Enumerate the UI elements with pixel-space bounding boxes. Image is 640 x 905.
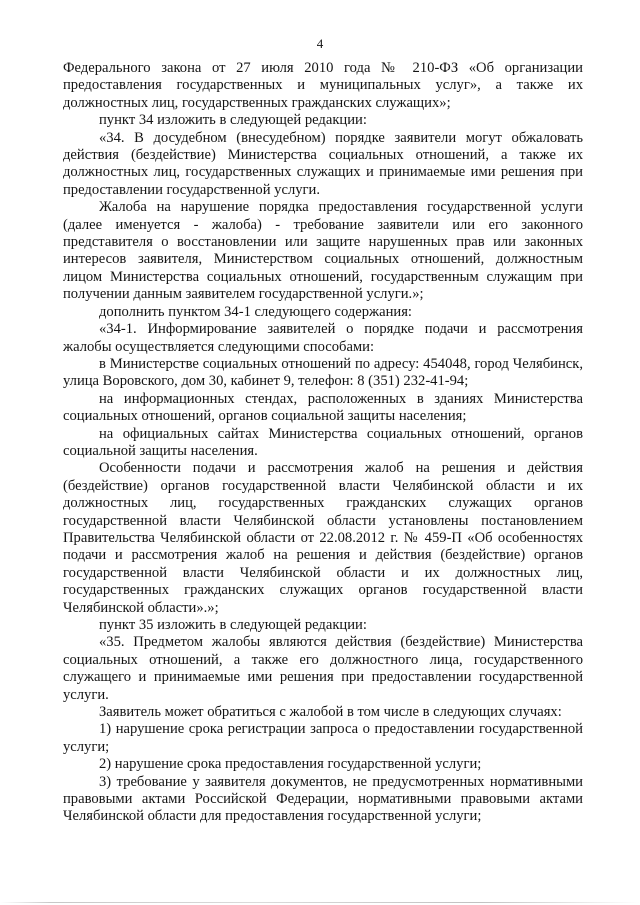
list-item-case-3: 3) требование у заявителя документов, не предусмотренных нормативными правовыми актами Российской Федерации, нормативными правовыми актами Челябинской области для предоставления государственной услуги; [63,773,583,825]
paragraph-complaint-definition: Жалоба на нарушение порядка предоставления государственной услуги (далее именуется - жалоба) - требование заявители или его законного представителя о восстановлении или защите нарушенных прав или законных интересов заявителя, Министерством социальных отношений, должностным лицом Министерства социальных отношений, государственным служащим при получении данным заявителем государственной услуги.»; [63,199,583,303]
page-number: 4 [316,36,324,51]
paragraph-item-35: «35. Предметом жалобы являются действия (бездействие) Министерства социальных отношений, а также его должностного лица, государственного служащего и принимаемые ими решения при предоставлении государственной услуги. [63,634,583,703]
paragraph-item-34-1: «34-1. Информирование заявителей о порядке подачи и рассмотрения жалобы осуществляется следующими способами: [63,321,583,355]
paragraph-ministry-address: в Министерстве социальных отношений по адресу: 454048, город Челябинск, улица Воровского, дом 30, кабинет 9, телефон: 8 (351) 232-41-94; [63,355,583,390]
paragraph-item-34: «34. В досудебном (внесудебном) порядке заявители могут обжаловать действия (бездействие) Министерства социальных отношений, а также их должностных лиц, государственных служащих и принимаемые ими решения при предоставлении государственной услуги. [63,129,583,198]
paragraph-item-35-intro: пункт 35 изложить в следующей редакции: [99,617,367,633]
scan-bottom-edge [0,902,640,903]
list-item-case-1: 1) нарушение срока регистрации запроса о предоставлении государственной услуги; [63,721,583,755]
document-body [63,60,583,826]
paragraph-item-34-1-intro: дополнить пунктом 34-1 следующего содержания: [99,303,412,320]
paragraph-official-websites: на официальных сайтах Министерства социальных отношений, органов социальной защиты населения. [63,425,583,459]
paragraph-item-34-intro: пункт 34 изложить в следующей редакции: [99,112,367,129]
paragraph-law-reference: Федерального закона от 27 июля 2010 года № 210-ФЗ «Об организации предоставления государственных и муниципальных услуг», а также их должностных лиц, государственных гражданских служащих»; [63,60,583,111]
list-item-case-2: 2) нарушение срока предоставления государственной услуги; [99,756,482,773]
paragraph-complaint-features: Особенности подачи и рассмотрения жалоб на решения и действия (бездействие) органов государственной власти Челябинской области и их должностных лиц, государственных гражданских служащих органов государственной власти Челябинской области установлены постановлением Правительства Челябинской области от 22.08.2012 г. № 459-П «Об особенностях подачи и рассмотрения жалоб на решения и действия (бездействие) органов государственной власти Челябинской области и их должностных лиц, государственных гражданских служащих органов государственной власти Челябинской области».»; [63,460,583,616]
paragraph-cases-intro: Заявитель может обратиться с жалобой в том числе в следующих случаях: [99,704,562,721]
paragraph-information-stands: на информационных стендах, расположенных в зданиях Министерства социальных отношений, органов социальной защиты населения; [63,390,583,425]
